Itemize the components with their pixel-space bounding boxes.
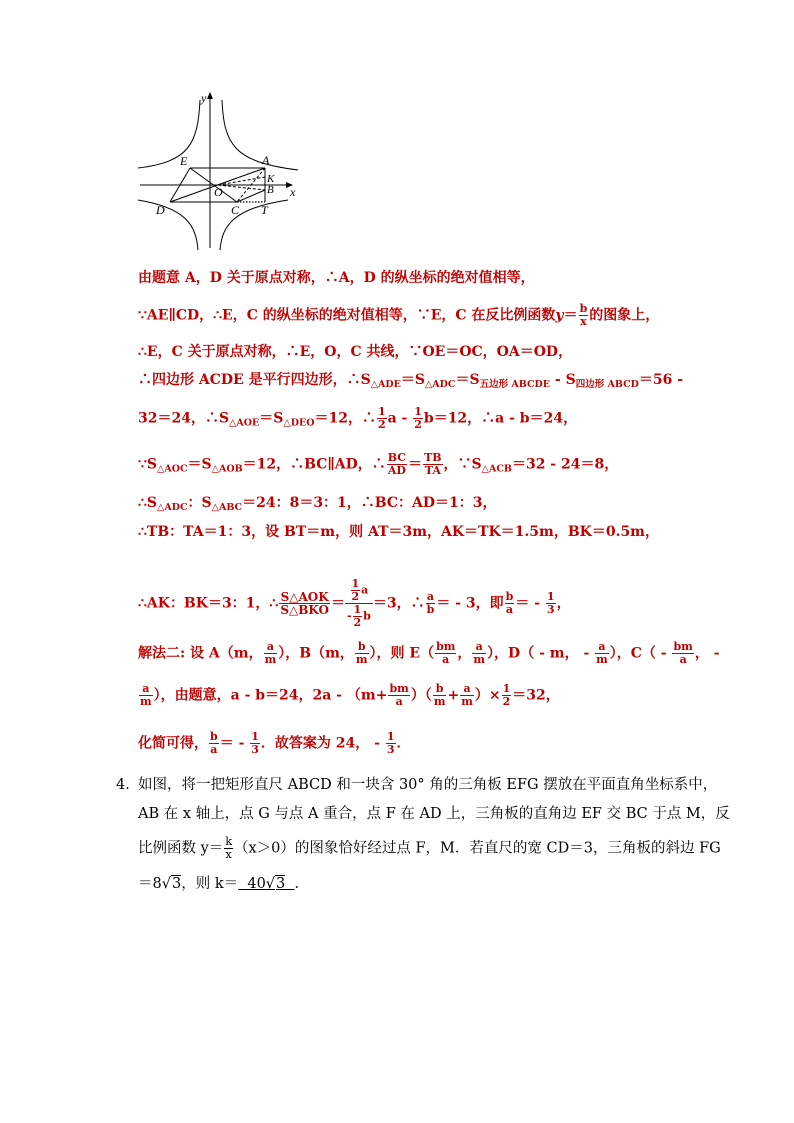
denominator: b [426, 603, 435, 616]
subscript: △AOE [229, 417, 260, 429]
solution-text: ），B（m， [278, 645, 354, 662]
solution-line-7 [138, 493, 497, 518]
solution-text: ∵S [138, 456, 158, 473]
segment-OK [218, 177, 265, 185]
problem-text: AB 在 x 轴上，点 G 与点 A 重合，点 F 在 AD 上，三角板的直角边 EF 交 BC 于点 M，反 [138, 806, 730, 822]
solution-text: ＝24：8＝3：1，∴BC：AD＝1：3， [242, 495, 497, 511]
numerator: BC [387, 451, 407, 464]
solution-text: ∴四边形 ACDE 是平行四边形，∴S [138, 372, 371, 388]
fraction-one-half [413, 406, 423, 431]
fraction-b-over-a [209, 731, 219, 756]
fraction-one-third [250, 731, 260, 756]
solution-text: ＝32 - 24＝8， [511, 456, 619, 473]
fraction-bm-over-a [388, 683, 409, 708]
solution-text: ， [556, 595, 571, 612]
numerator: 1 [377, 405, 386, 418]
fraction-one-half [502, 683, 512, 708]
denominator: m [473, 653, 486, 666]
solution-text: ＝ - [515, 595, 545, 612]
problem-4-line-2 [138, 804, 730, 824]
numerator: 1 [502, 682, 511, 695]
numerator: 1 [414, 405, 422, 418]
denominator: a [395, 695, 403, 708]
denominator: 3 [546, 603, 555, 616]
fraction-one-half [353, 604, 363, 629]
denominator: m [140, 695, 152, 708]
label-y: y [201, 91, 207, 105]
fraction-b-over-m [355, 641, 369, 666]
solution-text: ：S [187, 495, 212, 511]
solution-line-3 [138, 342, 572, 362]
numerator: 1 [351, 577, 360, 590]
numerator: k [225, 835, 232, 848]
denominator: m [461, 695, 473, 708]
solution-text: ． [396, 735, 411, 752]
numerator: a [595, 641, 609, 654]
solution-text: ＝S [259, 410, 284, 427]
solution-text: - S [550, 372, 576, 388]
numerator: b [355, 641, 369, 654]
label-B: B [267, 184, 274, 196]
var-a: a [361, 583, 369, 597]
solution-text: ）（ [410, 687, 432, 704]
fraction-bm-over-a [672, 641, 693, 666]
label-C: C [231, 203, 240, 217]
subscript: △ADC [424, 379, 456, 390]
solution-text: ∴E，C 关于原点对称，∴E，O，C 共线，∵OE＝OC，OA＝OD， [138, 344, 573, 360]
solution-text: 解法二: 设 A（m， [138, 645, 263, 662]
solution-text: ∴S [138, 495, 158, 511]
problem-text: ＝8 [138, 876, 162, 892]
denominator: S△BKO [280, 603, 329, 617]
denominator: AD [387, 464, 406, 477]
solution-text: 的图象上， [589, 307, 660, 324]
fraction-half-a-over-neg-half-b [345, 578, 373, 629]
problem-4-number [116, 775, 140, 795]
numerator: S△AOK [280, 590, 329, 604]
denominator: 2 [353, 616, 362, 629]
fraction-one-half [351, 578, 361, 603]
subscript: 五边形 ABCDE [479, 379, 551, 390]
numerator: b [210, 730, 218, 743]
numerator: a [264, 641, 278, 654]
y-axis-arrow [207, 92, 213, 99]
fraction-a-over-m [595, 641, 609, 666]
solution-text: ＝12，∴BC∥AD，∴ [242, 456, 386, 473]
denominator: a [210, 743, 218, 756]
hyperbola-branch-q1 [222, 100, 298, 170]
label-E: E [180, 154, 188, 168]
solution-text: ），C（ - [609, 645, 672, 662]
denominator: 2 [502, 695, 511, 708]
equals: ＝ [563, 307, 578, 324]
var-b: b [363, 609, 371, 623]
fraction-b-over-a [505, 591, 515, 616]
solution-text: ）× [474, 687, 501, 704]
solution-text: ∴TB：TA＝1：3，设 BT＝m，则 AT＝3m，AK＝TK＝1.5m，BK＝0.5m， [138, 524, 659, 540]
solution-text: ＝S [455, 372, 480, 388]
segment-OB [218, 185, 265, 190]
answer-blank: 40√3 [238, 875, 294, 892]
solution-text: ＝S [400, 372, 425, 388]
var-y: y [555, 307, 564, 324]
solution-text: ∴AK：BK＝3：1，∴ [138, 595, 279, 612]
denominator: 3 [386, 743, 395, 756]
sqrt-radicand: 3 [171, 876, 182, 892]
subscript: △AOB [211, 463, 243, 475]
solution-line-1 [138, 268, 535, 288]
denominator: a [505, 603, 514, 616]
denominator: m [596, 653, 608, 666]
numerator: bm [389, 682, 409, 695]
numerator: 1 [251, 730, 259, 743]
problem-4-line-3 [138, 836, 721, 861]
solution-text: 32＝24，∴S [138, 410, 230, 427]
solution-line-6 [138, 452, 618, 480]
denominator: 2 [351, 590, 360, 603]
fraction-a-over-m [264, 641, 278, 666]
numerator: a [472, 641, 486, 654]
solution-text: ＝56 - [638, 372, 684, 388]
numerator: a [139, 683, 153, 696]
solution-text: ＝ - 3，即 [436, 595, 504, 612]
fraction-one-third [546, 591, 556, 616]
solution-text: ＝3，∴ [372, 595, 425, 612]
solution-text: ， [457, 645, 472, 662]
numerator: b [433, 683, 447, 696]
numerator: b [505, 590, 514, 603]
denominator: 3 [251, 743, 259, 756]
solution-text: b＝12，∴a - b＝24， [423, 410, 578, 427]
subscript: △DEO [283, 417, 315, 429]
fraction-b-over-m [433, 683, 447, 708]
fraction-a-over-m [472, 641, 486, 666]
numerator: 1 [546, 590, 555, 603]
problem-text: ，则 k＝ [181, 876, 239, 892]
fraction-a-over-b [426, 591, 436, 616]
denominator: a [679, 653, 687, 666]
equals: ＝ [330, 595, 345, 612]
subscript: △ABC [211, 502, 243, 513]
numerator: bm [436, 640, 456, 653]
solution-line-4 [138, 370, 683, 395]
denominator: m [433, 695, 446, 708]
fraction-a-over-m [139, 683, 153, 708]
problem-text: ． [294, 876, 309, 892]
numerator: a [426, 590, 435, 603]
denominator: x [225, 848, 232, 861]
denominator: TA [424, 464, 441, 477]
hyperbola-branch-q2 [138, 100, 200, 168]
fraction-bm-over-a [435, 641, 456, 666]
fraction-one-third [386, 731, 396, 756]
solution-text: ， - [694, 645, 720, 662]
numerator: 1 [353, 603, 362, 616]
answer-sqrt-radicand: 3 [276, 876, 286, 892]
hyperbola-branch-q3 [138, 200, 198, 250]
label-D: D [156, 203, 165, 217]
answer-padding [285, 876, 294, 892]
solution-text: 化简可得， [138, 735, 208, 752]
solution-text: ），由题意，a - b＝24，2a - （m+ [153, 687, 388, 704]
subscript: 四边形 ABCD [575, 379, 639, 390]
solution-text: ），D（ - m， - [487, 645, 595, 662]
denominator: m [264, 653, 277, 666]
problem-number: 4． [116, 777, 140, 793]
solution-line-9 [138, 578, 571, 629]
segment-BC [237, 190, 265, 202]
numerator: 1 [386, 730, 395, 743]
solution-text: ＝ - [219, 735, 250, 752]
solution-text: + [447, 687, 460, 704]
fraction-b-over-x [579, 303, 589, 328]
solution-text: a - [387, 410, 413, 427]
solution-line-10 [138, 641, 720, 666]
problem-text: （x＞0）的图象恰好经过点 F，M．若直尺的宽 CD＝3，三角板的斜边 FG [233, 840, 721, 857]
subscript: △ACB [481, 463, 512, 475]
denominator: m [355, 653, 368, 666]
denominator: x [580, 315, 587, 328]
solution-line-11 [138, 683, 560, 708]
denominator: 2 [377, 418, 386, 431]
solution-line-8 [138, 522, 659, 542]
label-x: x [290, 185, 296, 199]
solution-text: ＝32， [512, 687, 560, 704]
solution-text: ＝ [408, 456, 423, 473]
fraction-tb-over-ta [423, 452, 442, 477]
fraction-area-ratio [279, 591, 330, 616]
solution-text: ，∵S [443, 456, 482, 473]
numerator: a [460, 683, 474, 696]
solution-line-5 [138, 406, 577, 434]
problem-text: 如图，将一把矩形直尺 ABCD 和一块含 30° 角的三角板 EFG 摆放在平面直角坐标系中， [138, 777, 718, 793]
solution-text: ＝S [187, 456, 212, 473]
denominator: a [442, 653, 450, 666]
solution-text: ∵AE∥CD，∴E，C 的纵坐标的绝对值相等，∵E，C 在反比例函数 [138, 307, 556, 324]
hyperbola-figure [138, 90, 308, 255]
label-K: K [267, 173, 275, 185]
problem-text: 比例函数 y＝ [138, 840, 224, 857]
problem-4-line-4: ＝8√3，则 k＝ 40√3 ． [138, 876, 309, 892]
numerator: bm [673, 640, 693, 653]
fraction-a-over-m [460, 683, 474, 708]
subscript: △ADC [157, 502, 188, 513]
numerator: b [579, 302, 588, 315]
numerator: TB [424, 451, 442, 464]
label-A: A [262, 153, 270, 167]
fraction-one-half [377, 406, 387, 431]
problem-4-line-1 [138, 775, 717, 795]
fraction-k-over-x [224, 836, 233, 861]
compound-denominator: - $\frac{1}{2}$ b [346, 603, 371, 629]
subscript: △ADE [370, 379, 401, 390]
fraction-bc-over-ad [387, 452, 407, 477]
label-O: O [214, 185, 223, 199]
solution-text: ），则 E（ [369, 645, 435, 662]
answer-text: 40 [238, 876, 266, 892]
denominator: 2 [414, 418, 422, 431]
label-T: T [261, 203, 268, 217]
solution-text: 由题意 A，D 关于原点对称，∴A，D 的纵坐标的绝对值相等， [138, 270, 535, 286]
solution-line-2 [138, 303, 659, 328]
compound-numerator [345, 578, 373, 604]
solution-line-12 [138, 731, 411, 756]
solution-text: ．故答案为 24， - [260, 735, 385, 752]
subscript: △AOC [157, 463, 188, 475]
solution-text: ＝12，∴ [314, 410, 376, 427]
